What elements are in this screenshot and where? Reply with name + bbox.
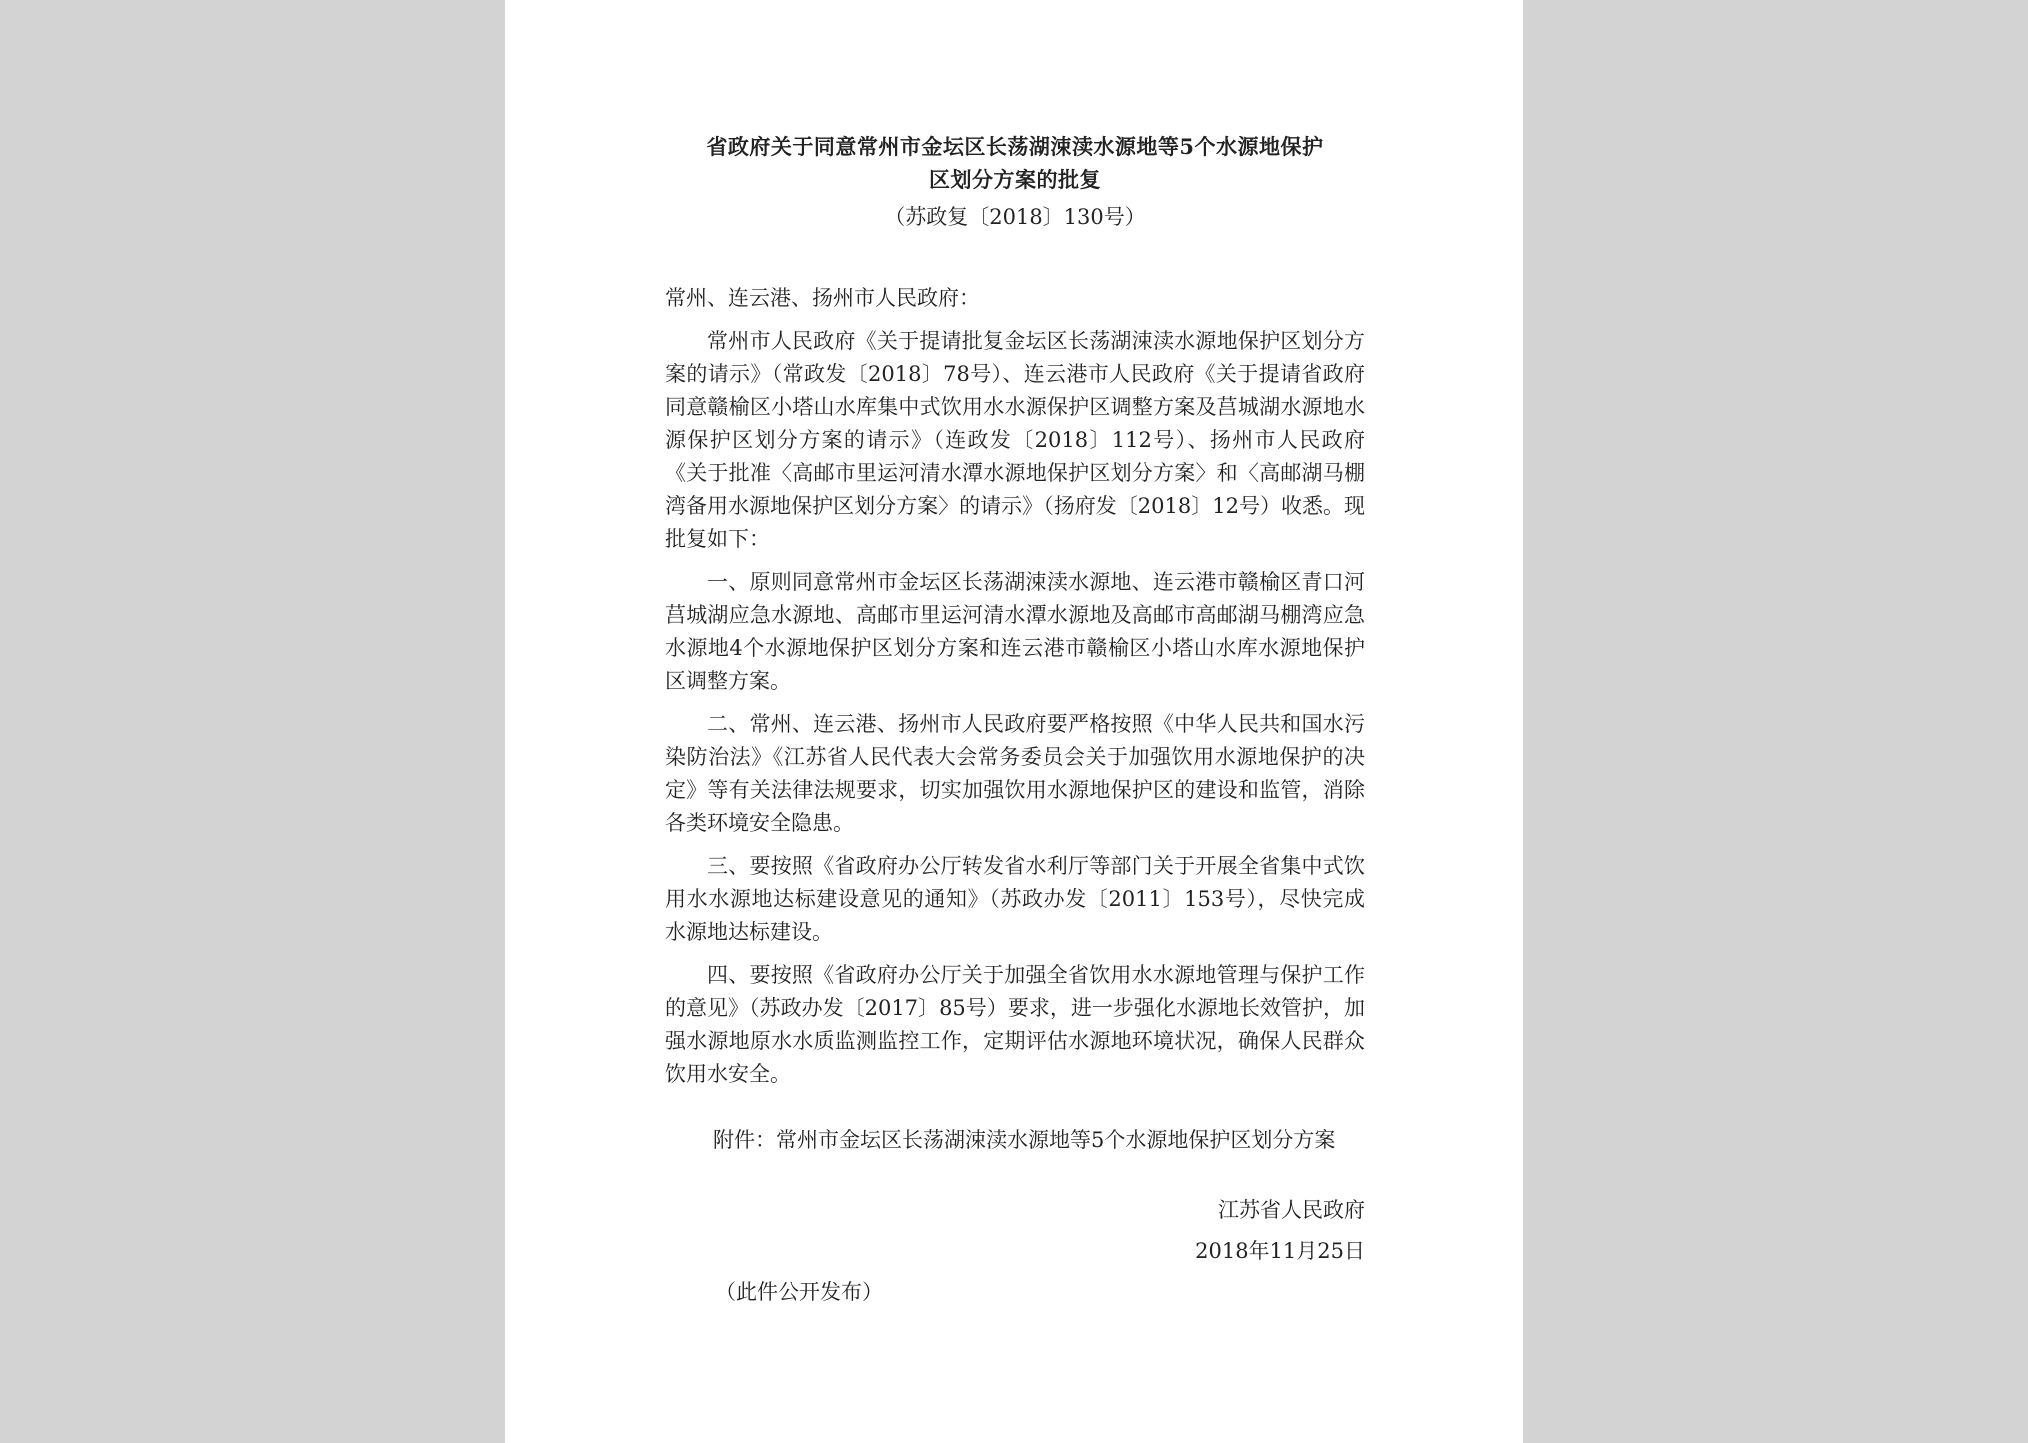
title-line-1: 省政府关于同意常州市金坛区长荡湖涑渎水源地等5个水源地保护 [706,134,1324,159]
document-number: （苏政复〔2018〕130号） [884,205,1146,229]
document-page [505,0,1523,1443]
document-body [665,282,1365,1101]
paragraph-item-3: 三、要按照《省政府办公厅转发省水利厅等部门关于开展全省集中式饮用水水源地达标建设意见的通知》（苏政办发〔2011〕153号），尽快完成水源地达标建设。 [665,854,1365,944]
paragraph-item-4: 四、要按照《省政府办公厅关于加强全省饮用水水源地管理与保护工作的意见》（苏政办发〔2017〕85号）要求，进一步强化水源地长效管护，加强水源地原水水质监测监控工作，定期评估水源地环境状况，确保人民群众饮用水安全。 [665,963,1365,1086]
paragraph-item-2: 二、常州、连云港、扬州市人民政府要严格按照《中华人民共和国水污染防治法》《江苏省人民代表大会常务委员会关于加强饮用水源地保护的决定》等有关法律法规要求，切实加强饮用水源地保护区的建设和监管，消除各类环境安全隐患。 [665,712,1365,835]
issuer-signature: 江苏省人民政府 [1218,1198,1365,1222]
paragraph-request: 常州市人民政府《关于提请批复金坛区长荡湖涑渎水源地保护区划分方案的请示》（常政发〔2018〕78号）、连云港市人民政府《关于提请省政府同意赣榆区小塔山水库集中式饮用水水源保护区调整方案及莒城湖水源地水源保护区划分方案的请示》（连政发〔2018〕112号）、扬州市人民政府《关于批准〈高邮市里运河清水潭水源地保护区划分方案〉和〈高邮湖马棚湾备用水源地保护区划分方案〉的请示》（扬府发〔2018〕12号）收悉。现批复如下： [665,329,1365,551]
document-title [665,130,1365,196]
addressee: 常州、连云港、扬州市人民政府： [665,286,980,310]
title-line-2: 区划分方案的批复 [929,167,1101,192]
attachment-line: 附件：常州市金坛区长荡湖涑渎水源地等5个水源地保护区划分方案 [713,1128,1336,1152]
release-note: （此件公开发布） [715,1280,883,1304]
paragraph-item-1: 一、原则同意常州市金坛区长荡湖涑渎水源地、连云港市赣榆区青口河莒城湖应急水源地、高邮市里运河清水潭水源地及高邮市高邮湖马棚湾应急水源地4个水源地保护区划分方案和连云港市赣榆区小塔山水库水源地保护区调整方案。 [665,570,1365,693]
issue-date: 2018年11月25日 [1195,1239,1365,1263]
